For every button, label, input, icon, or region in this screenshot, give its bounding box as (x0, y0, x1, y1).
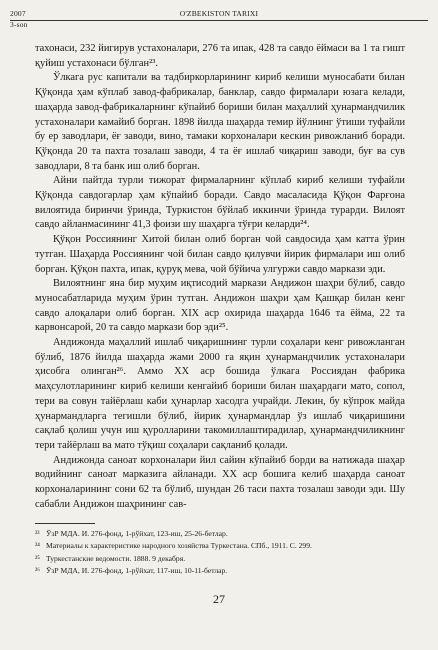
footnote (35, 565, 405, 577)
footnote-rule (35, 523, 95, 524)
article-body (35, 42, 405, 513)
footnote-number: ²³ (35, 529, 40, 538)
footnotes (35, 528, 405, 577)
paragraph: Ўлкага рус капитали ва тадбиркорларининг кириб келиши муносабати билан Қўқонда ҳам кўплаб завод-фабрикалар, банклар, савдо фирмалари юзага келади, шаҳарда завод-фабрикаларнинг кўпайиб бориши билан маҳаллий ҳунармандчилик устахоналари камайиб борган. 1898 йилда шаҳарда темир йўлнинг ўтиши туфайли бу ер заводлари, ёғ заводи, вино, тамаки корхоналари кескин ривожланиб боради. Қўқонда 20 та пахта тозалаш заводи, 4 та ёғ ишлаб чиқариш заводи, буғ ва сув заводлари, 8 та банк иш олиб борган. (35, 72, 405, 172)
paragraph: Қўқон Россиянинг Хитой билан олиб борган чой савдосида ҳам катта ўрин тутган. Шаҳарда Россиянинг чой билан савдо қилувчи йирик фирмалари иш олиб борган. Қўқон пахта, ипак, қуруқ мева, чой бўйича улгуржи савдо маркази эди. (35, 234, 405, 275)
footnote-text: Туркестанские ведомости. 1888. 9 декабря. (46, 553, 186, 563)
paragraph: тахонаси, 232 йигирув устахоналари, 276 та ипак, 428 та савдо ёймаси ва 1 та гишт қуйиш устахонаси бўлган²³. (35, 43, 405, 69)
footnote-number: ²⁵ (35, 553, 40, 563)
footnote (35, 553, 405, 565)
header-year: 2007 (10, 9, 26, 18)
running-header (10, 9, 428, 29)
footnote (35, 540, 405, 552)
paragraph: Вилоятнинг яна бир муҳим иқтисодий маркази Андижон шаҳри бўлиб, савдо муносабатларида муҳим ўрин тутган. Андижон шаҳри ҳам Қашқар билан кенг савдо алоқалари олиб борган. XIX аср охирида шаҳарда 1646 та ёйма, 22 та карвонсарой, 20 та савдо маркази бор эди²⁵. (35, 278, 405, 334)
footnote-text: ЎзР МДА. И. 276-фонд, 1-рўйхат, 123-иш, 25-26-бетлар. (46, 529, 228, 538)
page-number: 27 (213, 592, 225, 606)
footnote (35, 528, 405, 540)
header-rule (10, 20, 428, 21)
footnote-number: ²⁶ (35, 565, 40, 575)
paragraph: Андижонда саноат корхоналари йил сайин кўпайиб борди ва натижада шаҳар водийнинг саноат марказига айланади. XX аср бошига келиб шаҳарда саноат корхоналарининг сони 62 та бўлиб, шундан 26 таси пахта тозалаш заводи эди. Шу сабабли Андижон шаҳрининг сав- (35, 454, 405, 510)
paragraph: Айни пайтда турли тижорат фирмаларнинг кўплаб кириб келиши туфайли Қўқонда савдогарлар ҳам кўпайиб боради. Савдо масаласида Қўқон Фарғона вилоятида биринчи ўринда, Туркистон бўйлаб иккинчи ўринда турарди. Вилоят савдо айланмасининг 41,3 фоизи шу шаҳарга тўғри келарди²⁴. (35, 175, 405, 231)
header-journal-title: O'ZBEKISTON TARIXI (179, 9, 259, 18)
footnote-number: ²⁴ (35, 541, 40, 551)
header-issue: 3-son (10, 20, 28, 29)
paragraph: Андижонда маҳаллий ишлаб чиқаришнинг турли соҳалари кенг ривожланган бўлиб, 1876 йилда шаҳарда жами 2000 га яқин ҳунармандчилик устахоналари ҳисобга олинган²⁶. Аммо XX аср бошида ўлкага Россиядан фабрика маҳсулотларининг кириб келиши кенгайиб бориши билан шаҳардаги мато, сопол, тери ва совун тайёрлаш каби ҳунарлар хасодга учрайди. Лекин, бу кўпрок майда ҳунармандларга тегишли бўлиб, йирик ҳунармандлар ўз ишлаб чиқаришини сақлаб қолиш учун иш қуролларини такомиллаштирадилар, ҳунармандчиликнинг тери тайёрлаш ва мато тўқиш соҳалари сақланиб қолади. (35, 337, 405, 451)
footnote-text: ЎзР МДА, И. 276-фонд, 1-рўйхат, 117-иш, 10-11-бетлар. (46, 565, 228, 575)
footnote-text: Материалы к характеристике народного хозяйства Туркестана. СПб., 1911. С. 299. (46, 541, 312, 551)
